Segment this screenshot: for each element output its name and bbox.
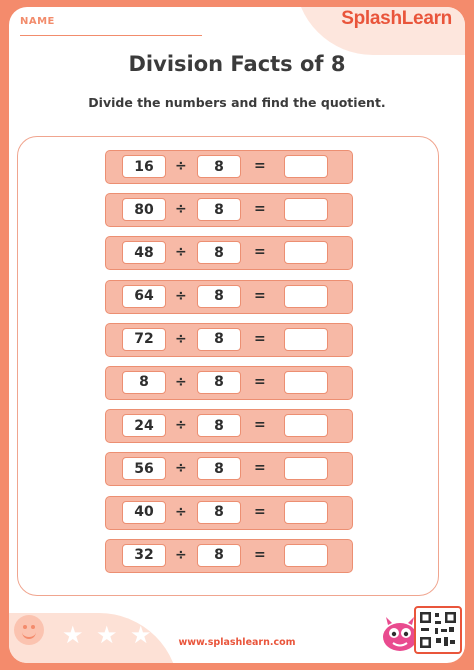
problem-row xyxy=(105,366,353,400)
star-icon: ★ xyxy=(96,621,118,649)
answer-box[interactable] xyxy=(284,414,328,437)
equals-sign: = xyxy=(254,460,266,477)
dividend-box: 32 xyxy=(122,544,166,567)
instructions: Divide the numbers and find the quotient. xyxy=(88,95,386,110)
name-field[interactable] xyxy=(20,35,202,36)
answer-box[interactable] xyxy=(284,501,328,524)
problem-row xyxy=(105,539,353,573)
division-sign: ÷ xyxy=(175,417,187,434)
equals-sign: = xyxy=(254,287,266,304)
dividend-box: 16 xyxy=(122,155,166,178)
divisor-box: 8 xyxy=(197,241,241,264)
problem-row xyxy=(105,409,353,443)
answer-box[interactable] xyxy=(284,371,328,394)
answer-box[interactable] xyxy=(284,328,328,351)
divisor-box: 8 xyxy=(197,155,241,178)
answer-box[interactable] xyxy=(284,544,328,567)
equals-sign: = xyxy=(254,546,266,563)
dividend-box: 64 xyxy=(122,285,166,308)
division-sign: ÷ xyxy=(175,460,187,477)
answer-box[interactable] xyxy=(284,155,328,178)
problem-row xyxy=(105,496,353,530)
division-sign: ÷ xyxy=(175,546,187,563)
divisor-box: 8 xyxy=(197,501,241,524)
equals-sign: = xyxy=(254,201,266,218)
qr-code-icon xyxy=(414,606,462,654)
problem-row xyxy=(105,323,353,357)
dividend-box: 56 xyxy=(122,457,166,480)
equals-sign: = xyxy=(254,158,266,174)
dividend-box: 24 xyxy=(122,414,166,437)
division-sign: ÷ xyxy=(175,244,187,261)
divisor-box: 8 xyxy=(197,544,241,567)
divisor-box: 8 xyxy=(197,457,241,480)
footer-url: www.splashlearn.com xyxy=(178,637,296,648)
equals-sign: = xyxy=(254,330,266,347)
dividend-box: 72 xyxy=(122,328,166,351)
name-label: NAME xyxy=(20,16,55,27)
divisor-box: 8 xyxy=(197,414,241,437)
division-sign: ÷ xyxy=(175,287,187,304)
equals-sign: = xyxy=(254,417,266,434)
division-sign: ÷ xyxy=(175,201,187,218)
dividend-box: 40 xyxy=(122,501,166,524)
problem-row xyxy=(105,236,353,270)
problem-row xyxy=(105,452,353,486)
problem-list xyxy=(105,150,353,582)
answer-box[interactable] xyxy=(284,457,328,480)
dividend-box: 80 xyxy=(122,198,166,221)
divisor-box: 8 xyxy=(197,285,241,308)
problem-row xyxy=(105,280,353,314)
dividend-box: 48 xyxy=(122,241,166,264)
equals-sign: = xyxy=(254,244,266,261)
division-sign: ÷ xyxy=(175,503,187,520)
division-sign: ÷ xyxy=(175,158,187,174)
division-sign: ÷ xyxy=(175,373,187,390)
divisor-box: 8 xyxy=(197,371,241,394)
star-icon: ★ xyxy=(62,621,84,649)
dividend-box: 8 xyxy=(122,371,166,394)
equals-sign: = xyxy=(254,503,266,520)
page-title: Division Facts of 8 xyxy=(128,52,346,76)
division-sign: ÷ xyxy=(175,330,187,347)
splashlearn-logo: SplashLearn xyxy=(341,8,452,29)
divisor-box: 8 xyxy=(197,198,241,221)
answer-box[interactable] xyxy=(284,198,328,221)
answer-box[interactable] xyxy=(284,241,328,264)
equals-sign: = xyxy=(254,373,266,390)
star-icon: ★ xyxy=(130,621,152,649)
divisor-box: 8 xyxy=(197,328,241,351)
problem-row xyxy=(105,193,353,227)
answer-box[interactable] xyxy=(284,285,328,308)
problem-row xyxy=(105,150,353,184)
